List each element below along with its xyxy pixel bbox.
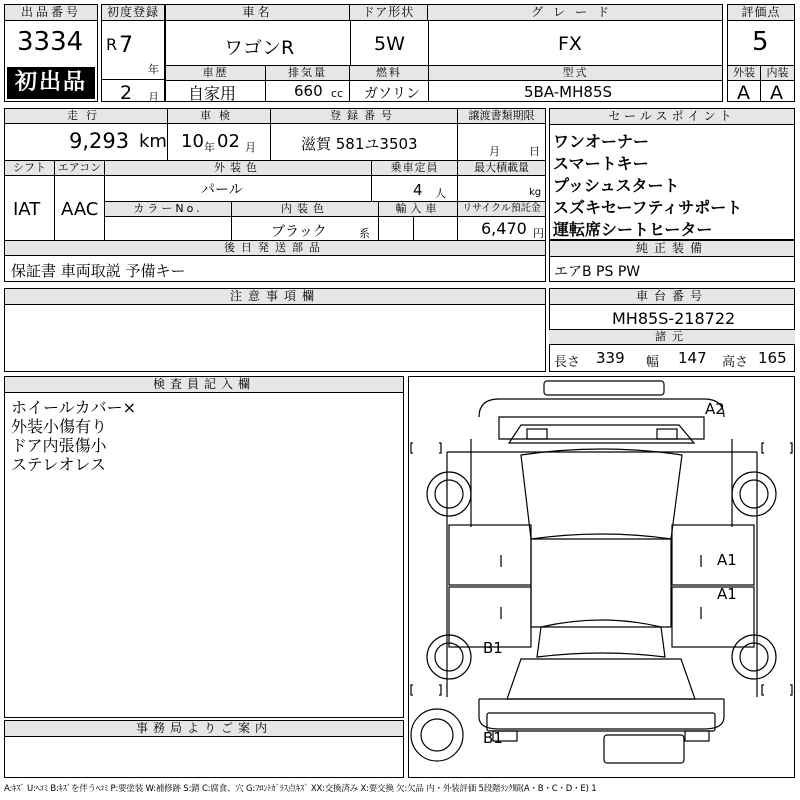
sales-point-item: スマートキー	[553, 154, 649, 173]
shift-label: シフト	[4, 160, 55, 176]
score-box	[727, 4, 795, 102]
office-label: 事務局よりご案内	[5, 721, 403, 737]
first-reg-year-unit: 年	[148, 63, 159, 76]
aircon-value: AAC	[61, 199, 99, 220]
first-reg-era: R	[106, 35, 118, 54]
lot-number: 3334	[17, 27, 84, 57]
model-label: 型式	[428, 65, 722, 81]
int-color-label: 内装色	[231, 201, 379, 217]
later-items-label: 後日発送部品	[4, 240, 546, 256]
capacity-value: 4	[413, 181, 423, 199]
score-value: 5	[752, 27, 769, 57]
notes-box	[4, 288, 546, 372]
score-label: 評価点	[728, 5, 794, 21]
genuine-label: 純正装備	[550, 241, 794, 257]
first-listing-badge: 初出品	[7, 67, 95, 99]
sales-point-item: ワンオーナー	[553, 132, 650, 151]
ext-score-value: A	[737, 82, 750, 104]
displacement-value: 660	[294, 82, 323, 100]
car-name-label: 車名	[166, 5, 350, 21]
max-load-label: 最大積載量	[457, 160, 546, 176]
vehicle-detail-box	[4, 108, 546, 282]
door-value: 5W	[374, 33, 405, 55]
first-reg-year: 7	[119, 33, 133, 58]
inspector-line: ステレオレス	[11, 455, 106, 474]
inspection-month: 02	[217, 131, 240, 152]
first-reg-label: 初度登録	[102, 5, 164, 21]
specs-length-value: 339	[596, 349, 625, 367]
damage-mark: A1	[717, 551, 737, 569]
sales-point-item: プッシュスタート	[553, 176, 680, 195]
recycle-value: 6,470	[481, 219, 527, 238]
ext-color-label: 外装色	[104, 160, 372, 176]
inspector-label: 検査員記入欄	[5, 377, 403, 393]
specs-height-label: 高さ	[722, 355, 749, 370]
color-no-label: カラーNo.	[104, 201, 232, 217]
aircon-label: エアコン	[54, 160, 105, 176]
ext-score-label: 外装	[727, 65, 761, 81]
door-label: ドア形状	[350, 5, 428, 21]
legend: A:ｷｽﾞ U:ﾍｺﾐ B:ｷｽﾞを伴うﾍｺﾐ P:要塗装 W:補修跡 S:錆 C:腐食、穴 G:ﾌﾛﾝﾄｶﾞﾗｽ点ｷｽﾞ XX:交換済み X:要交換 欠:欠品 内・外装評価 5段階ﾗﾝｸ順(A・B・C・D・E) 1	[4, 784, 597, 794]
damage-mark: B1	[483, 729, 503, 747]
history-value: 自家用	[188, 84, 237, 103]
specs-length-label: 長さ	[554, 355, 581, 370]
fuel-value: ガソリン	[364, 86, 420, 102]
damage-mark: A2	[705, 400, 725, 418]
int-color-value: ブラック	[271, 224, 327, 240]
sales-points-label: セールスポイント	[550, 109, 794, 125]
ext-color-value: パール	[201, 182, 243, 198]
doc-period-month: 月	[489, 145, 500, 158]
mileage-label: 走行	[4, 108, 168, 124]
model-value: 5BA-MH85S	[524, 83, 613, 101]
chassis-box	[549, 288, 795, 372]
grade-label: グレード	[428, 5, 722, 21]
inspection-month-unit: 月	[245, 141, 256, 154]
inspector-box	[4, 376, 404, 718]
capacity-label: 乗車定員	[371, 160, 458, 176]
chassis-label: 車台番号	[550, 289, 794, 305]
inspector-line: ホイールカバー×	[11, 398, 137, 417]
plate-value: 滋賀 581ユ3503	[301, 135, 418, 153]
sales-point-item: 運転席シートヒーター	[553, 220, 713, 239]
inspector-line: ドア内張傷小	[11, 436, 107, 455]
car-info-box	[165, 4, 723, 102]
recycle-label: リサイクル預託金	[457, 201, 546, 217]
notes-label: 注意事項欄	[5, 289, 545, 305]
import-label: 輸入車	[378, 201, 458, 217]
sales-point-item: スズキセーフティサポート	[553, 198, 743, 217]
damage-mark: B1	[483, 639, 503, 657]
inspection-label: 車検	[167, 108, 271, 124]
damage-mark: A1	[717, 585, 737, 603]
later-items-value: 保証書 車両取説 予備キー	[11, 262, 186, 280]
first-reg-month-unit: 月	[148, 91, 159, 104]
car-diagram	[408, 376, 795, 778]
grade-value: FX	[558, 33, 582, 55]
car-diagram-drawing	[409, 377, 794, 777]
displacement-label: 排気量	[265, 65, 350, 81]
plate-label: 登録番号	[270, 108, 458, 124]
specs-width-label: 幅	[646, 355, 660, 370]
specs-height-value: 165	[758, 349, 787, 367]
inspection-year-unit: 年	[204, 141, 215, 154]
doc-period-day: 日	[529, 145, 540, 158]
office-box	[4, 720, 404, 778]
specs-width-value: 147	[678, 349, 707, 367]
capacity-unit: 人	[435, 187, 446, 200]
chassis-value: MH85S-218722	[612, 309, 736, 328]
first-reg-month: 2	[120, 82, 133, 104]
int-score-label: 内装	[760, 65, 795, 81]
fuel-label: 燃料	[349, 65, 429, 81]
history-label: 車歴	[166, 65, 266, 81]
inspection-year: 10	[181, 131, 204, 152]
lot-label: 出品番号	[5, 5, 97, 21]
mileage-value: 9,293	[69, 129, 130, 153]
specs-label: 諸元	[549, 329, 795, 345]
genuine-box	[549, 240, 795, 282]
car-name-value: ワゴンR	[224, 37, 295, 59]
sales-points-box	[549, 108, 795, 240]
recycle-unit: 円	[533, 227, 544, 240]
displacement-unit: cc	[331, 87, 344, 100]
max-load-unit: kg	[529, 187, 542, 198]
mileage-unit: km	[139, 131, 167, 152]
int-score-value: A	[770, 82, 783, 104]
doc-period-label: 譲渡書類期限	[457, 108, 546, 124]
genuine-value: エアB PS PW	[554, 264, 641, 280]
int-color-suffix: 系	[359, 227, 370, 240]
shift-value: IAT	[13, 199, 41, 220]
lot-box	[4, 4, 98, 102]
inspector-line: 外装小傷有り	[11, 417, 108, 436]
first-reg-box	[101, 4, 165, 102]
